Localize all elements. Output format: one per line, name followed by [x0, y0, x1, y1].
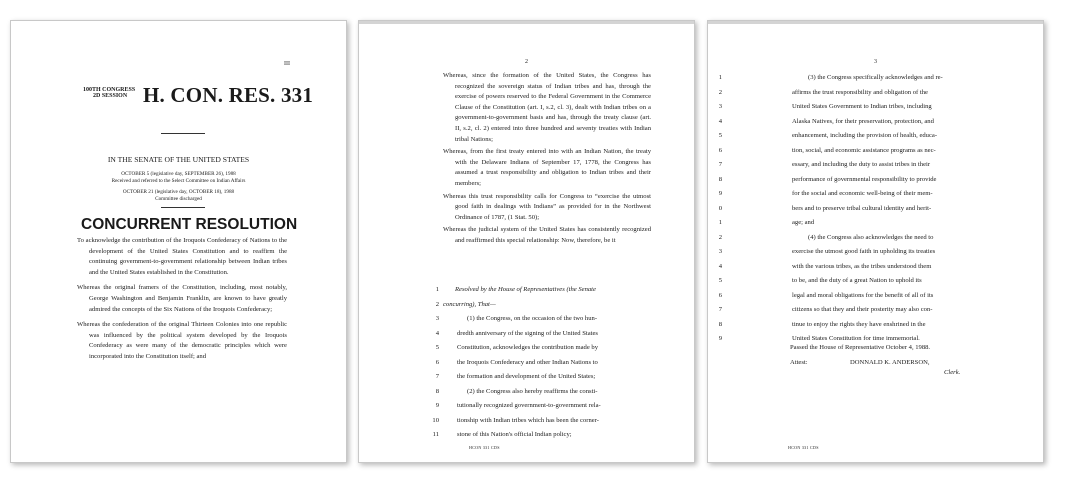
numbered-line — [718, 202, 1000, 217]
line-number: 3 — [718, 248, 722, 255]
whereas-clause: Whereas the confederation of the original Thirteen Colonies into one republic was influenced by the political system developed by the Iroquois Confederacy as were many of the democratic principles which were incorporated into the Constitution itself; and — [77, 321, 287, 360]
divider — [161, 133, 205, 134]
line-number: 6 — [718, 291, 722, 299]
line-text: Constitution, acknowledges the contribution made by — [457, 344, 599, 351]
line-text: (3) the Congress specifically acknowledges and re- — [808, 74, 943, 81]
session-label: 2D SESSION — [93, 93, 128, 100]
numbered-line — [435, 327, 651, 342]
line-text: Resolved by the House of Representatives (the Senate — [455, 286, 596, 293]
numbered-line — [718, 173, 1000, 188]
line-text: (4) the Congress also acknowledges the need to — [808, 233, 934, 241]
action-text: Committee discharged — [155, 196, 202, 202]
line-text: tinue to enjoy the rights they have enshrined in the — [792, 320, 926, 328]
numbered-line — [718, 129, 1000, 144]
whereas-clauses — [443, 71, 651, 247]
line-number: 6 — [435, 358, 439, 366]
line-number: 1 — [435, 286, 439, 293]
numbered-line — [718, 86, 1000, 101]
line-text: the formation and development of the United States; — [457, 373, 596, 380]
line-number: 3 — [718, 103, 722, 110]
line-number: 2 — [718, 233, 722, 241]
page-footer: HCON 331 CDS — [469, 445, 500, 450]
numbered-line — [718, 71, 1000, 86]
numbered-line — [718, 144, 1000, 159]
whereas-clause: Whereas the original framers of the Constitution, including, most notably, George Washington and Benjamin Franklin, are known to have greatly admired the concepts of the Six Nations of the Iroquois Confederacy; — [77, 284, 287, 313]
line-text: tionship with Indian tribes which has been the corner- — [457, 416, 599, 424]
numbered-line — [435, 399, 651, 414]
line-text: Alaska Natives, for their preservation, protection, and — [792, 117, 934, 125]
line-text: tion, social, and economic assistance programs as nec- — [792, 146, 936, 154]
attest-label: Attest: — [790, 359, 808, 366]
numbered-line — [718, 260, 1000, 275]
line-text: concurring), That— — [443, 300, 496, 308]
line-text: dredth anniversary of the signing of the United States — [457, 329, 598, 337]
numbered-line — [718, 303, 1000, 318]
page-number: 2 — [525, 59, 528, 65]
line-text: tutionally recognized government-to-government rela- — [457, 402, 601, 409]
attest-title: Clerk. — [944, 369, 961, 376]
line-text: United States Constitution for time immemorial. — [792, 335, 920, 342]
line-number: 5 — [718, 277, 722, 284]
line-text: with the various tribes, as the tribes understood them — [792, 262, 932, 270]
numbered-line — [435, 341, 651, 356]
line-number: 6 — [718, 146, 722, 154]
whereas-clause: Whereas, from the first treaty entered into with an Indian Nation, the treaty with the Delaware Indians of September 17, 1778, the Congress has assumed a trust responsibility and obligation to Indian tribes and their members; — [443, 148, 651, 187]
line-number: 7 — [718, 161, 722, 168]
line-text: United States Government to Indian tribes, including — [792, 103, 932, 110]
line-number: 5 — [435, 344, 439, 351]
line-text: (1) the Congress, on the occasion of the two hun- — [467, 315, 598, 322]
document-page-2 — [358, 20, 695, 463]
line-text: enhancement, including the provision of health, educa- — [792, 132, 938, 139]
line-text: legal and moral obligations for the benefit of all of its — [792, 291, 934, 299]
line-text: affirms the trust responsibility and obligation of the — [792, 88, 928, 96]
action-date: OCTOBER 21 (legislative day, OCTOBER 18), 1988 — [122, 189, 235, 195]
numbered-line — [718, 158, 1000, 173]
line-text: to be, and the duty of a great Nation to uphold its — [792, 277, 922, 284]
numbered-line — [432, 428, 651, 443]
document-page-1 — [10, 20, 347, 463]
numbered-lines — [718, 71, 1000, 347]
line-number: 4 — [718, 117, 722, 125]
resolution-heading: CONCURRENT RESOLUTION — [81, 216, 298, 233]
action-text: Received and referred to the Select Committee on Indian Affairs — [111, 178, 246, 184]
line-text: (2) the Congress also hereby reaffirms the consti- — [467, 387, 598, 395]
line-number: 9 — [435, 402, 439, 409]
line-number: 1 — [718, 74, 722, 81]
numbered-line — [432, 414, 651, 429]
numbered-line — [718, 100, 1000, 115]
line-text: performance of governmental responsibility to provide — [792, 175, 937, 183]
chamber-heading: IN THE SENATE OF THE UNITED STATES — [107, 155, 250, 164]
line-text: citizens so that they and their posterity may also con- — [792, 306, 933, 313]
passed-statement: Passed the House of Representative October 4, 1988. — [790, 344, 931, 351]
line-number: 10 — [432, 416, 439, 424]
line-number: 2 — [435, 300, 439, 308]
congress-session — [83, 87, 135, 100]
line-text: age; and — [792, 219, 815, 226]
preamble — [77, 236, 287, 363]
congress-label: 100TH CONGRESS — [83, 87, 136, 93]
measure-title: H. CON. RES. 331 — [143, 83, 314, 107]
line-text: essary, and including the duty to assist tribes in their — [792, 161, 931, 168]
line-number: 9 — [718, 190, 722, 197]
numbered-line — [718, 216, 1000, 231]
line-number: 8 — [435, 387, 439, 395]
line-number: 0 — [718, 204, 722, 212]
document-page-3 — [707, 20, 1044, 463]
line-text: exercise the utmost good faith in upholding its treaties — [792, 248, 936, 255]
whereas-clause: Whereas the judicial system of the United States has consistently recognized and reaffirmed this special relationship: Now, therefore, be it — [443, 226, 651, 244]
numbered-line — [435, 385, 651, 400]
numbered-line — [718, 115, 1000, 130]
line-number: 2 — [718, 88, 722, 96]
page-edge — [359, 21, 694, 24]
page-edge — [708, 21, 1043, 24]
numbered-line — [718, 231, 1000, 246]
numbered-line — [435, 356, 651, 371]
line-number: 4 — [718, 262, 722, 270]
line-number: 5 — [718, 132, 722, 139]
numbered-line — [718, 274, 1000, 289]
page-number: III — [284, 61, 290, 67]
numbered-line — [718, 318, 1000, 333]
line-number: 7 — [435, 373, 439, 380]
line-number: 11 — [432, 431, 439, 438]
numbered-lines — [432, 283, 651, 443]
action-date: OCTOBER 5 (legislative day, SEPTEMBER 26), 1988 — [121, 171, 236, 177]
numbered-line — [435, 298, 651, 313]
numbered-line — [435, 370, 651, 385]
line-number: 3 — [435, 315, 439, 322]
divider — [161, 207, 205, 208]
line-number: 8 — [718, 175, 722, 183]
numbered-line — [435, 283, 651, 298]
whereas-clause: Whereas, since the formation of the United States, the Congress has recognized the sovereign status of Indian tribes and has, through the exercise of powers reserved to the Federal Government in the Commerce Clause of the Constitution (art. I, s.2, cl. 3), dealt with Indian tribes on a government-to-government basis and has, through the treaty clause (art. II, s.2, cl. 2) entered into three hundred and seventy treaties with Indian tribal Nations; — [443, 72, 651, 143]
numbered-line — [435, 312, 651, 327]
numbered-line — [718, 187, 1000, 202]
resolution-purpose: To acknowledge the contribution of the Iroquois Confederacy of Nations to the development of the United States Constitution and to reaffirm the continuing government-to-government relationship between Indian tribes and the United States established in the Constitution. — [77, 237, 287, 276]
attest-name: DONNALD K. ANDERSON, — [850, 359, 930, 366]
line-text: stone of this Nation's official Indian policy; — [457, 431, 572, 438]
line-number: 4 — [435, 329, 439, 337]
line-number: 1 — [718, 219, 722, 226]
line-text: for the social and economic well-being of their mem- — [792, 190, 933, 197]
line-number: 9 — [718, 335, 722, 342]
line-text: the Iroquois Confederacy and other Indian Nations to — [457, 358, 598, 366]
numbered-line — [718, 289, 1000, 304]
line-number: 8 — [718, 320, 722, 328]
line-text: bers and to preserve tribal cultural identity and herit- — [792, 204, 932, 212]
whereas-clause: Whereas this trust responsibility calls for Congress to “exercise the utmost good faith in dealings with Indians” as provided for in the Northwest Ordinance of 1787, (1 Stat. 50); — [443, 192, 651, 221]
numbered-line — [718, 245, 1000, 260]
page-footer: HCON 331 CDS — [788, 445, 819, 450]
page-number: 3 — [874, 59, 877, 65]
line-number: 7 — [718, 306, 722, 313]
